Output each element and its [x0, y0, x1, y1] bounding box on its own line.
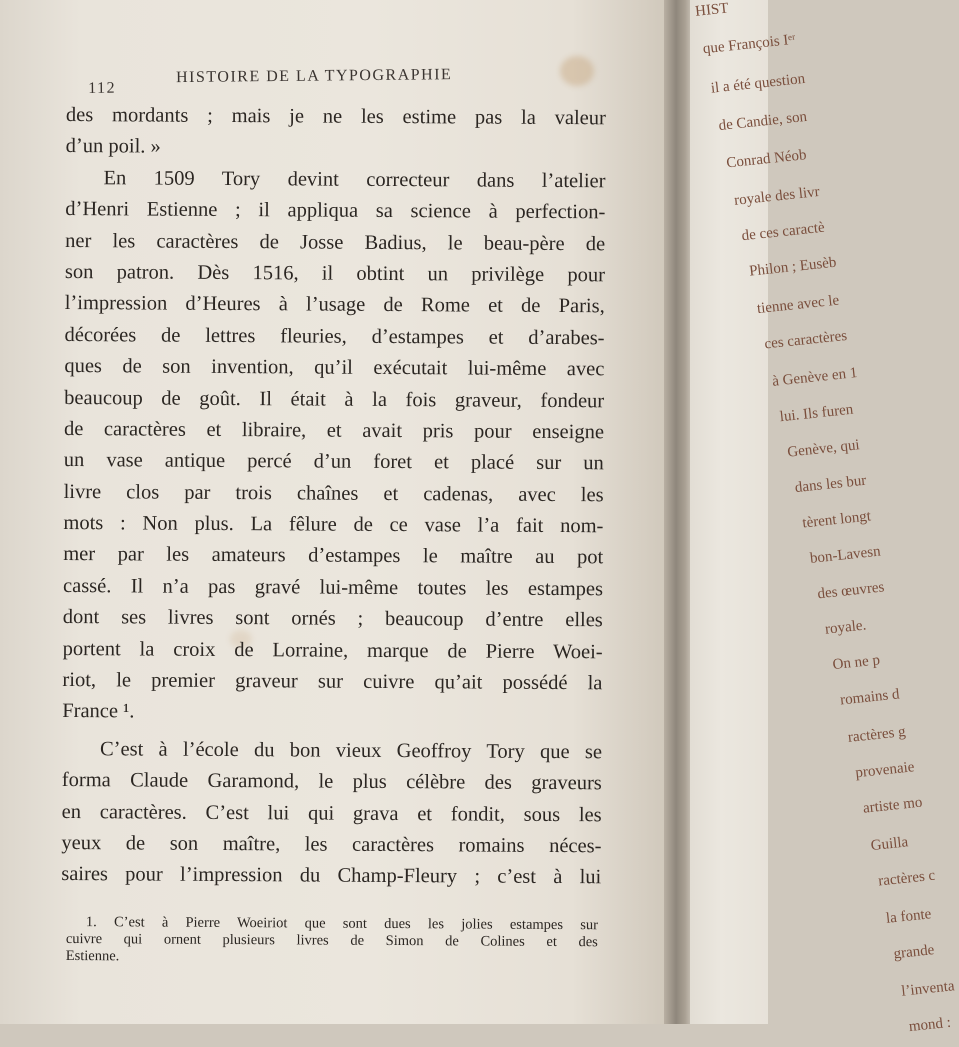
- text-line: son patron. Dès 1516, il obtint un privilège pour: [64, 260, 606, 287]
- text-line: forma Claude Garamond, le plus célèbre des graveurs: [61, 769, 602, 795]
- facing-page-fragment: provenaie: [854, 759, 916, 782]
- facing-page-fragment: artiste mo: [862, 794, 924, 817]
- facing-page-fragment: tienne avec le: [756, 292, 840, 318]
- running-title: HISTOIRE DE LA TYPOGRAPHIE: [175, 66, 453, 87]
- footnote-line: cuivre qui ornent plusieurs livres de Simon de Colines et des: [65, 930, 598, 951]
- facing-page-fragment: HIST: [694, 0, 730, 20]
- text-line: d’un poil. »: [65, 135, 161, 158]
- facing-page-fragment: dans les bur: [794, 472, 868, 497]
- facing-page-fragment: tèrent longt: [801, 508, 872, 532]
- facing-page-fragment: Philon ; Eusèb: [748, 254, 838, 280]
- running-header: [88, 65, 608, 97]
- text-line: France ¹.: [62, 700, 135, 723]
- text-line: mer par les amateurs d’estampes le maître au pot: [63, 543, 604, 569]
- facing-page-fragment: mond :: [908, 1014, 952, 1036]
- footnote-line: Estienne.: [65, 947, 120, 965]
- facing-page-fragment: de Candie, son: [717, 108, 808, 135]
- facing-page-fragment: l’inventa: [900, 978, 956, 1000]
- facing-page-fragment: Guilla: [869, 834, 909, 855]
- facing-page-fragment: bon-Lavesn: [809, 543, 882, 567]
- facing-page-fragment: il a été question: [710, 70, 806, 97]
- facing-page-fragment: de ces caractè: [740, 219, 826, 245]
- text-line: en caractères. C’est lui qui grava et fondit, sous les: [61, 800, 602, 826]
- facing-page-fragment: ractères g: [847, 723, 907, 746]
- text-line: En 1509 Tory devint correcteur dans l’atelier: [103, 167, 606, 193]
- text-line: portent la croix de Lorraine, marque de Pierre Woei-: [62, 637, 603, 663]
- text-line: de caractères et libraire, et avait pris pour enseigne: [63, 417, 605, 444]
- facing-page-fragment: des œuvres: [816, 579, 886, 603]
- text-line: des mordants ; mais je ne les estime pas la valeur: [65, 103, 606, 130]
- text-line: d’Henri Estienne ; il appliqua sa science à perfection-: [65, 198, 606, 224]
- text-line: C’est à l’école du bon vieux Geoffroy Tory que se: [99, 738, 603, 764]
- text-line: ner les caractères de Josse Badius, le beau-père de: [65, 229, 606, 255]
- text-line: un vase antique percé d’un foret et placé sur un: [63, 449, 604, 475]
- text-line: livre clos par trois chaînes et cadenas, avec les: [63, 480, 604, 506]
- text-line: dont ses livres sont ornés ; beaucoup d’entre elles: [62, 606, 603, 632]
- text-line: riot, le premier graveur sur cuivre qu’ait possédé la: [62, 669, 603, 695]
- facing-page-fragment: la fonte: [885, 906, 933, 927]
- text-line: ques de son invention, qu’il exécutait lui-même avec: [64, 355, 605, 381]
- text-line: saires pour l’impression du Champ-Fleury ; c’est à lui: [61, 863, 602, 889]
- facing-page-fragment: Conrad Néob: [725, 147, 808, 172]
- facing-page-fragment: On ne p: [831, 652, 881, 674]
- footnote: [66, 914, 598, 968]
- text-line: yeux de son maître, les caractères romains néces-: [61, 831, 602, 858]
- text-line: décorées de lettres fleuries, d’estampes et d’arabes-: [64, 323, 605, 350]
- facing-page-fragment: romains d: [839, 686, 901, 709]
- facing-page-fragment: lui. Ils furen: [779, 401, 855, 426]
- facing-page-fragment: ractères c: [877, 867, 936, 890]
- text-line: cassé. Il n’a pas gravé lui-même toutes les estampes: [62, 574, 604, 601]
- facing-page-fragment: royale.: [824, 617, 867, 638]
- page-number: 112: [88, 79, 117, 97]
- facing-page-fragment: ces caractères: [763, 327, 848, 353]
- facing-page-fragment: royale des livr: [733, 183, 821, 209]
- footnote-line: 1. C’est à Pierre Woeiriot que sont dues les jolies estampes sur: [85, 914, 598, 934]
- facing-page-fragment: à Genève en 1: [771, 365, 859, 390]
- text-line: l’impression d’Heures à l’usage de Rome et de Paris,: [64, 292, 605, 318]
- text-line: beaucoup de goût. Il était à la fois graveur, fondeur: [64, 386, 605, 412]
- text-line: mots : Non plus. La fêlure de ce vase l’a fait nom-: [63, 512, 604, 538]
- facing-page-fragment: que François Iᵉʳ: [702, 31, 797, 58]
- facing-page-fragment: Genève, qui: [786, 437, 861, 461]
- facing-page-fragment: grande: [892, 942, 936, 963]
- body-text: [61, 100, 606, 894]
